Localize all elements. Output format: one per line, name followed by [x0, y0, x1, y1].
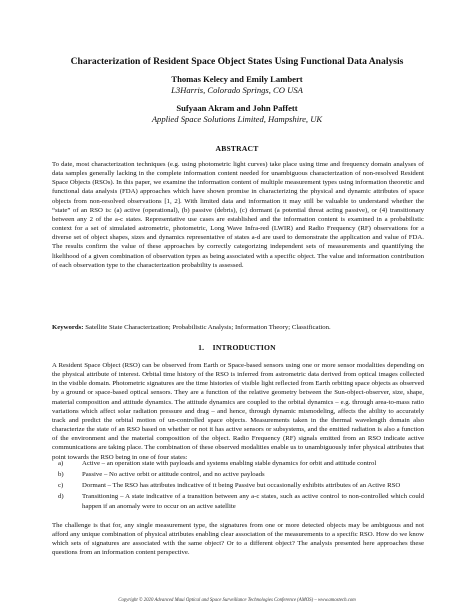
introduction-paragraph: A Resident Space Object (RSO) can be observed from Earth or Space-based sensors using one or more sensor modalities depending on the physical attribute of interest. Orbital time history of the RSO is inferred from astrometric data derived from optical images collected in the visible domain. Photometric signatures are the time histories of visible light reflected from Earth orbiting space objects as observed by a ground or space-based optical sensors. They are a function of the relative geometry between the Sun-object-observer, size, shape, material composition and attitude dynamics. The attitude dynamics are coupled to the orbital dynamics – e.g. through area-to-mass ratio variations which affect solar radiation pressure and drag – and hence, through dynamic mismodeling, affects the ability to accurately track and predict the orbital motion of un-controlled space objects. Measurements taken in the thermal wavelength domain also characterize the state of an RSO based on whether or not it has active sensors or subsystems, and the emitted radiation is also a function of the environment and the material composition of the object. Radio Frequency (RF) signals emitted from an RSO indicate active communications are taking place. The combination of these observed modalities enable us to unambiguously infer physical attributes that point towards the RSO being in one of four states: [52, 362, 424, 461]
keywords-text: Satellite State Characterization; Probabilistic Analysis; Information Theory; Classification. [85, 324, 331, 331]
list-item-letter: b) [58, 471, 64, 479]
introduction-heading: 1. INTRODUCTION [198, 343, 276, 352]
list-item-text: Transitioning – A state indicative of a transition between any a-c states, such as active control to non-controlled which could happen if an anomaly were to occur on an active satellite [82, 493, 424, 510]
list-item-letter: c) [58, 482, 64, 490]
paper-title: Characterization of Resident Space Object States Using Functional Data Analysis [70, 56, 404, 67]
list-item [52, 470, 424, 479]
abstract-heading: ABSTRACT [215, 144, 259, 153]
authors-line-2: Sufyaan Akram and John Paffett [176, 103, 298, 113]
abstract-text: To date, most characterization techniques (e.g. using photometric light curves) take place using time and frequency domain analyses of data samples generally lacking in the complete information content needed for unambiguous characterization of non-resolved Resident Space Objects (RSOs). In this paper, we examine the information content of multiple measurement types using information theoretic and functional data analysis (FDA) approaches which have shown promise in characterizing the physical and dynamic attributes of space objects from non-resolved observations [1, 2]. With limited data and information it may still be valuable to understand whether the “state” of an RSO is: (a) active (operational), (b) passive (debris), (c) dormant (a potential threat acting passive), or (4) transitionary between any 2 of the a-c states. Representative use cases are established and the information content is examined in a probabilistic context for a set of simulated astrometric, photometric, Long Wave Infra-red (LWIR) and Radio Frequency (RF) observations for a diverse set of object shapes, sizes and dynamics representative of states a-d are used to demonstrate the application and value of FDA. The results confirm the value of these approaches by correctly categorizing independent sets of measurements and quantifying the likelihood of a given combination of observation types as being associated with a specific object. The value and information contribution of each observation type to the characterization probability is assessed. [52, 161, 424, 269]
affiliation-line-2: Applied Space Solutions Limited, Hampshire, UK [151, 114, 323, 124]
authors-line-1: Thomas Kelecy and Emily Lambert [171, 74, 303, 84]
keywords-label: Keywords: [52, 324, 84, 331]
list-item-text: Dormant – The RSO has attributes indicative of it being Passive but occasionally exhibits attributes of an Active RSO [82, 482, 401, 490]
rso-state-list [52, 459, 424, 513]
affiliation-line-1: L3Harris, Colorado Springs, CO USA [171, 85, 303, 95]
page-footer: Copyright © 2020 Advanced Maui Optical and Space Surveillance Technologies Conference (AMOS) – www.amostech.com [118, 598, 356, 603]
list-item [52, 459, 424, 468]
list-item-text: Active – an operation state with payloads and systems enabling stable dynamics for orbit and attitude control [82, 460, 377, 467]
list-item-letter: d) [58, 493, 64, 501]
closing-paragraph: The challenge is that for, any single measurement type, the signatures from one or more detected objects may be ambiguous and not afford any unique combination of physical attributes enabling clear association of the measurements to a specific RSO. How do we know which sets of signatures are associated with the same object? Or to a different object? The analysis presented here approaches these questions from an information content perspective. [52, 522, 424, 557]
list-item-text: Passive – No active orbit or attitude control, and no active payloads [82, 471, 265, 479]
list-item-letter: a) [58, 460, 64, 467]
keywords [52, 323, 424, 332]
list-item [52, 492, 424, 510]
list-item [52, 481, 424, 490]
